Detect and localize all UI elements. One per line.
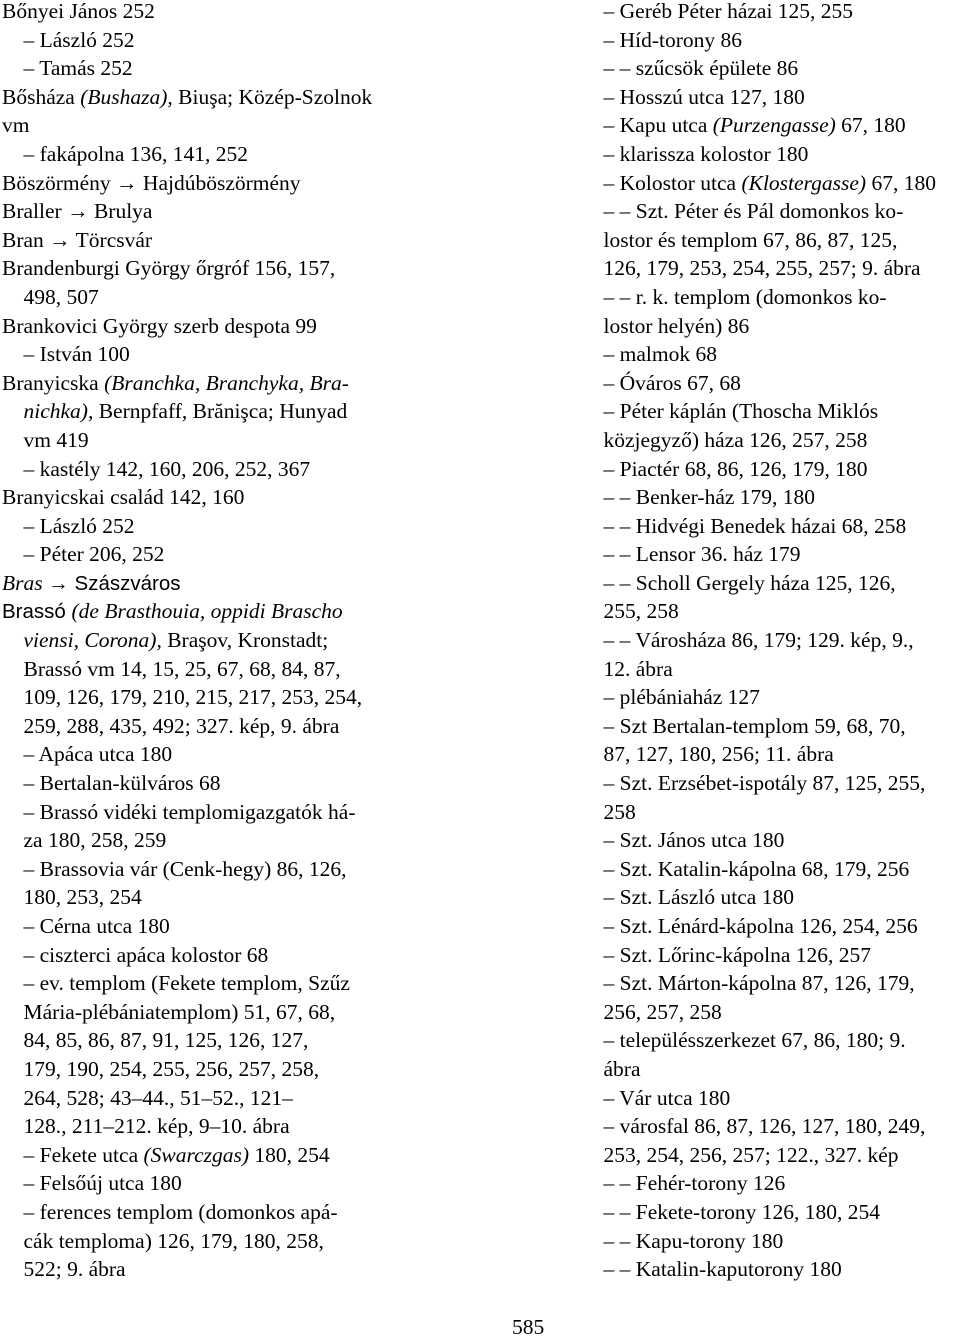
index-entry-text: – kastély 142, 160, 206, 252, 367 — [2, 456, 311, 481]
index-entry-line — [2, 369, 432, 398]
index-entry-line — [582, 1112, 958, 1141]
index-entry-line — [582, 426, 958, 455]
index-entry-text: lostor helyén) 86 — [582, 313, 750, 338]
index-entry-line — [2, 254, 432, 283]
index-entry-text: Brassó — [2, 600, 72, 624]
index-entry-text: – Fekete utca — [2, 1142, 144, 1167]
index-entry-line — [582, 855, 958, 884]
index-entry-text: ábra — [582, 1056, 641, 1081]
index-entry-text: – – Szt. Péter és Pál domonkos ko- — [582, 199, 904, 224]
index-entry-line — [582, 1026, 958, 1055]
index-entry-text: 67, 180 — [866, 170, 936, 195]
index-entry-text: – István 100 — [2, 342, 130, 367]
index-entry-text: – Szt. János utca 180 — [582, 828, 785, 853]
index-entry-text: – Felsőúj utca 180 — [2, 1171, 182, 1196]
index-entry-text: – Híd-torony 86 — [582, 27, 743, 52]
index-entry-text: – településszerkezet 67, 86, 180; 9. — [582, 1028, 906, 1053]
index-entry-text: Brassó vm 14, 15, 25, 67, 68, 84, 87, — [2, 656, 341, 681]
index-entry-text: Bras — [2, 570, 43, 595]
index-entry-line — [2, 969, 432, 998]
index-entry-text: 522; 9. ábra — [2, 1257, 126, 1282]
index-entry-text: (Branchka, Branchyka, Bra- — [104, 370, 349, 395]
index-entry-line — [2, 683, 432, 712]
index-entry-text: (Bushaza), — [80, 84, 173, 109]
index-entry-line — [2, 455, 432, 484]
index-entry-line — [2, 1255, 432, 1284]
index-entry-line — [582, 1255, 958, 1284]
index-entry-line — [582, 597, 958, 626]
index-entry-text: – klarissza kolostor 180 — [582, 141, 809, 166]
index-entry-line — [2, 426, 432, 455]
index-entry-text — [2, 628, 24, 652]
index-entry-text: 179, 190, 254, 255, 256, 257, 258, — [2, 1056, 320, 1081]
index-entry-line — [2, 397, 432, 426]
index-entry-line — [2, 1141, 432, 1170]
index-entry-text: – Apáca utca 180 — [2, 742, 173, 767]
index-entry-text: vm 419 — [2, 427, 89, 452]
index-entry-text: 84, 85, 86, 87, 91, 125, 126, 127, — [2, 1028, 309, 1053]
index-entry-text: – – Katalin-kaputorony 180 — [582, 1257, 842, 1282]
index-entry-text: – Péter 206, 252 — [2, 542, 165, 567]
index-entry-text: – Szt. Márton-kápolna 87, 126, 179, — [582, 971, 915, 996]
index-entry-text: 255, 258 — [582, 599, 679, 624]
index-entry-text: – – Lensor 36. ház 179 — [582, 542, 801, 567]
index-entry-line — [582, 626, 958, 655]
index-entry-text: za 180, 258, 259 — [2, 828, 167, 853]
index-entry-line — [582, 998, 958, 1027]
index-entry-text: 180, 253, 254 — [2, 885, 142, 910]
index-entry-line — [582, 569, 958, 598]
index-entry-line — [582, 483, 958, 512]
index-entry-line — [2, 569, 432, 598]
index-entry-line — [2, 340, 432, 369]
index-entry-text: – ev. templom (Fekete templom, Szűz — [2, 971, 350, 996]
index-entry-line — [582, 1055, 958, 1084]
index-entry-text: – ciszterci apáca kolostor 68 — [2, 942, 269, 967]
index-entry-line — [582, 1169, 958, 1198]
index-entry-text: – – Fehér-torony 126 — [582, 1171, 786, 1196]
index-entry-line — [2, 1055, 432, 1084]
index-entry-line — [2, 712, 432, 741]
index-column-left — [2, 0, 432, 1284]
index-entry-text: 109, 126, 179, 210, 215, 217, 253, 254, — [2, 685, 363, 710]
index-entry-text: – Óváros 67, 68 — [582, 370, 741, 395]
index-entry-line — [582, 455, 958, 484]
index-entry-text: Bőnyei János 252 — [2, 0, 155, 23]
index-entry-line — [582, 712, 958, 741]
index-entry-line — [2, 283, 432, 312]
index-entry-text: – malmok 68 — [582, 342, 717, 367]
index-entry-line — [2, 1198, 432, 1227]
index-entry-text: 12. ábra — [582, 656, 673, 681]
index-entry-line — [582, 0, 958, 26]
index-entry-line — [2, 169, 432, 198]
index-entry-text: 128., 211–212. kép, 9–10. ábra — [2, 1114, 290, 1139]
index-entry-line — [582, 1227, 958, 1256]
index-entry-text: (Swarczgas) — [143, 1142, 250, 1167]
index-entry-text: – Vár utca 180 — [582, 1085, 731, 1110]
index-entry-line — [2, 1227, 432, 1256]
index-entry-text: – – Hidvégi Benedek házai 68, 258 — [582, 513, 907, 538]
index-entry-text: Böszörmény → Hajdúböszörmény — [2, 170, 301, 195]
index-entry-line — [2, 483, 432, 512]
index-entry-text: 67, 180 — [835, 113, 906, 138]
index-entry-text: – Geréb Péter házai 125, 255 — [582, 0, 854, 23]
index-entry-line — [2, 740, 432, 769]
index-entry-text: – Piactér 68, 86, 126, 179, 180 — [582, 456, 868, 481]
index-entry-line — [582, 397, 958, 426]
index-entry-text: – Szt. László utca 180 — [582, 885, 794, 910]
index-entry-text: – Szt. Erzsébet-ispotály 87, 125, 255, — [582, 771, 926, 796]
index-entry-text: – plébániaház 127 — [582, 685, 760, 710]
index-entry-text: Branyicskai család 142, 160 — [2, 485, 245, 510]
index-entry-line — [582, 254, 958, 283]
index-entry-line — [2, 226, 432, 255]
index-entry-line — [582, 111, 958, 140]
index-entry-line — [582, 54, 958, 83]
index-entry-text: – ferences templom (domonkos apá- — [2, 1199, 338, 1224]
index-entry-line — [2, 197, 432, 226]
index-entry-line — [582, 798, 958, 827]
index-entry-line — [582, 197, 958, 226]
index-entry-text: – Bertalan-külváros 68 — [2, 771, 221, 796]
index-entry-line — [582, 969, 958, 998]
index-entry-text: 498, 507 — [2, 284, 99, 309]
index-entry-line — [582, 769, 958, 798]
index-entry-text: – Szt. Lénárd-kápolna 126, 254, 256 — [582, 914, 918, 938]
index-entry-line — [2, 83, 432, 112]
index-entry-text: – Brassovia vár (Cenk-hegy) 86, 126, — [2, 856, 347, 881]
index-entry-line — [582, 740, 958, 769]
index-entry-text: – Szt Bertalan-templom 59, 68, 70, — [582, 713, 906, 738]
index-entry-line — [582, 1198, 958, 1227]
index-entry-line — [582, 683, 958, 712]
index-entry-line — [2, 1112, 432, 1141]
index-entry-line — [2, 655, 432, 684]
index-entry-line — [2, 855, 432, 884]
index-entry-text: viensi, Corona), — [23, 628, 162, 653]
index-entry-text: 264, 528; 43–44., 51–52., 121– — [2, 1085, 293, 1110]
index-entry-text: (de Brasthouia, oppidi Brascho — [71, 599, 343, 624]
index-entry-text: – – Kapu-torony 180 — [582, 1228, 784, 1253]
index-entry-text: Brandenburgi György őrgróf 156, 157, — [2, 256, 336, 281]
index-entry-text: közjegyző) háza 126, 257, 258 — [582, 427, 868, 452]
index-entry-line — [2, 883, 432, 912]
index-entry-line — [582, 540, 958, 569]
index-entry-line — [582, 826, 958, 855]
index-entry-line — [2, 769, 432, 798]
index-entry-text: → Szászváros — [42, 571, 181, 595]
index-entry-line — [582, 26, 958, 55]
index-entry-text: – Kolostor utca — [582, 170, 742, 195]
index-entry-text: (Klostergasse) — [741, 170, 867, 195]
page-number: 585 — [512, 1315, 545, 1339]
index-entry-line — [2, 140, 432, 169]
index-entry-text: – – szűcsök épülete 86 — [582, 56, 799, 81]
index-entry-text: cák temploma) 126, 179, 180, 258, — [2, 1228, 324, 1253]
index-entry-text: – Tamás 252 — [2, 56, 133, 81]
index-entry-text: – Hosszú utca 127, 180 — [582, 84, 805, 109]
index-entry-line — [582, 283, 958, 312]
index-entry-line — [2, 1169, 432, 1198]
index-entry-line — [2, 26, 432, 55]
index-entry-text: – László 252 — [2, 27, 135, 52]
index-entry-line — [2, 1026, 432, 1055]
index-entry-text: – László 252 — [2, 513, 135, 538]
index-entry-text: 259, 288, 435, 492; 327. kép, 9. ábra — [2, 713, 340, 738]
index-entry-text: Bősháza — [2, 84, 81, 109]
index-entry-line — [2, 912, 432, 941]
index-entry-line — [2, 626, 432, 655]
index-entry-text: – – Benker-ház 179, 180 — [582, 485, 816, 510]
index-entry-line — [582, 883, 958, 912]
index-entry-text: 256, 257, 258 — [582, 999, 722, 1024]
index-entry-text: – Szt. Lőrinc-kápolna 126, 257 — [582, 942, 872, 967]
index-entry-line — [2, 312, 432, 341]
index-entry-text: Branyicska — [2, 370, 105, 395]
index-entry-line — [582, 83, 958, 112]
index-entry-text: vm — [2, 113, 30, 138]
index-entry-line — [2, 597, 432, 626]
index-entry-text: 253, 254, 256, 257; 122., 327. kép — [582, 1142, 899, 1167]
index-entry-line — [582, 941, 958, 970]
index-entry-line — [582, 1141, 958, 1170]
index-entry-text: nichka), — [23, 399, 94, 424]
index-entry-text — [2, 399, 24, 423]
index-column-right — [582, 0, 958, 1284]
index-entry-line — [2, 941, 432, 970]
index-entry-text: 126, 179, 253, 254, 255, 257; 9. ábra — [582, 256, 921, 281]
index-entry-line — [582, 1084, 958, 1113]
index-entry-line — [582, 369, 958, 398]
index-entry-text: Brankovici György szerb despota 99 — [2, 313, 317, 338]
index-entry-text: Mária-plébániatemplom) 51, 67, 68, — [2, 999, 336, 1024]
index-entry-text: – – r. k. templom (domonkos ko- — [582, 284, 887, 309]
index-entry-text: – Szt. Katalin-kápolna 68, 179, 256 — [582, 856, 910, 881]
index-entry-text: Braşov, Kronstadt; — [161, 628, 329, 653]
index-entry-line — [582, 312, 958, 341]
index-entry-line — [2, 998, 432, 1027]
index-entry-text: Bernpfaff, Brănişca; Hunyad — [93, 399, 348, 424]
index-entry-text: Braller → Brulya — [2, 199, 153, 224]
index-entry-line — [2, 1084, 432, 1113]
index-entry-text: – fakápolna 136, 141, 252 — [2, 141, 249, 166]
index-entry-line — [582, 912, 958, 941]
index-entry-line — [2, 0, 432, 26]
index-entry-line — [582, 140, 958, 169]
index-entry-line — [2, 512, 432, 541]
index-entry-line — [582, 340, 958, 369]
index-entry-text: 258 — [582, 799, 636, 824]
index-entry-line — [2, 540, 432, 569]
index-entry-text: 180, 254 — [249, 1142, 330, 1167]
index-entry-text: – Kapu utca — [582, 113, 713, 138]
index-entry-line — [582, 226, 958, 255]
index-entry-line — [2, 54, 432, 83]
index-entry-text: (Purzengasse) — [712, 113, 836, 138]
index-entry-text: – – Városháza 86, 179; 129. kép, 9., — [582, 628, 914, 653]
index-entry-text: 87, 127, 180, 256; 11. ábra — [582, 742, 834, 767]
index-entry-text: – Péter káplán (Thoscha Miklós — [582, 399, 879, 424]
index-entry-line — [582, 169, 958, 198]
index-entry-line — [2, 798, 432, 827]
index-entry-text: – városfal 86, 87, 126, 127, 180, 249, — [582, 1114, 926, 1139]
index-entry-text: Bran → Törcsvár — [2, 227, 153, 252]
index-entry-text: Biuşa; Közép-Szolnok — [172, 84, 373, 109]
index-entry-line — [582, 655, 958, 684]
index-entry-text: – – Scholl Gergely háza 125, 126, — [582, 570, 896, 595]
index-entry-text: – – Fekete-torony 126, 180, 254 — [582, 1199, 880, 1224]
index-entry-line — [582, 512, 958, 541]
index-entry-line — [2, 826, 432, 855]
index-entry-text: – Brassó vidéki templomigazgatók há- — [2, 799, 356, 824]
index-entry-text: – Cérna utca 180 — [2, 914, 170, 938]
index-entry-text: lostor és templom 67, 86, 87, 125, — [582, 227, 898, 252]
index-entry-line — [2, 111, 432, 140]
